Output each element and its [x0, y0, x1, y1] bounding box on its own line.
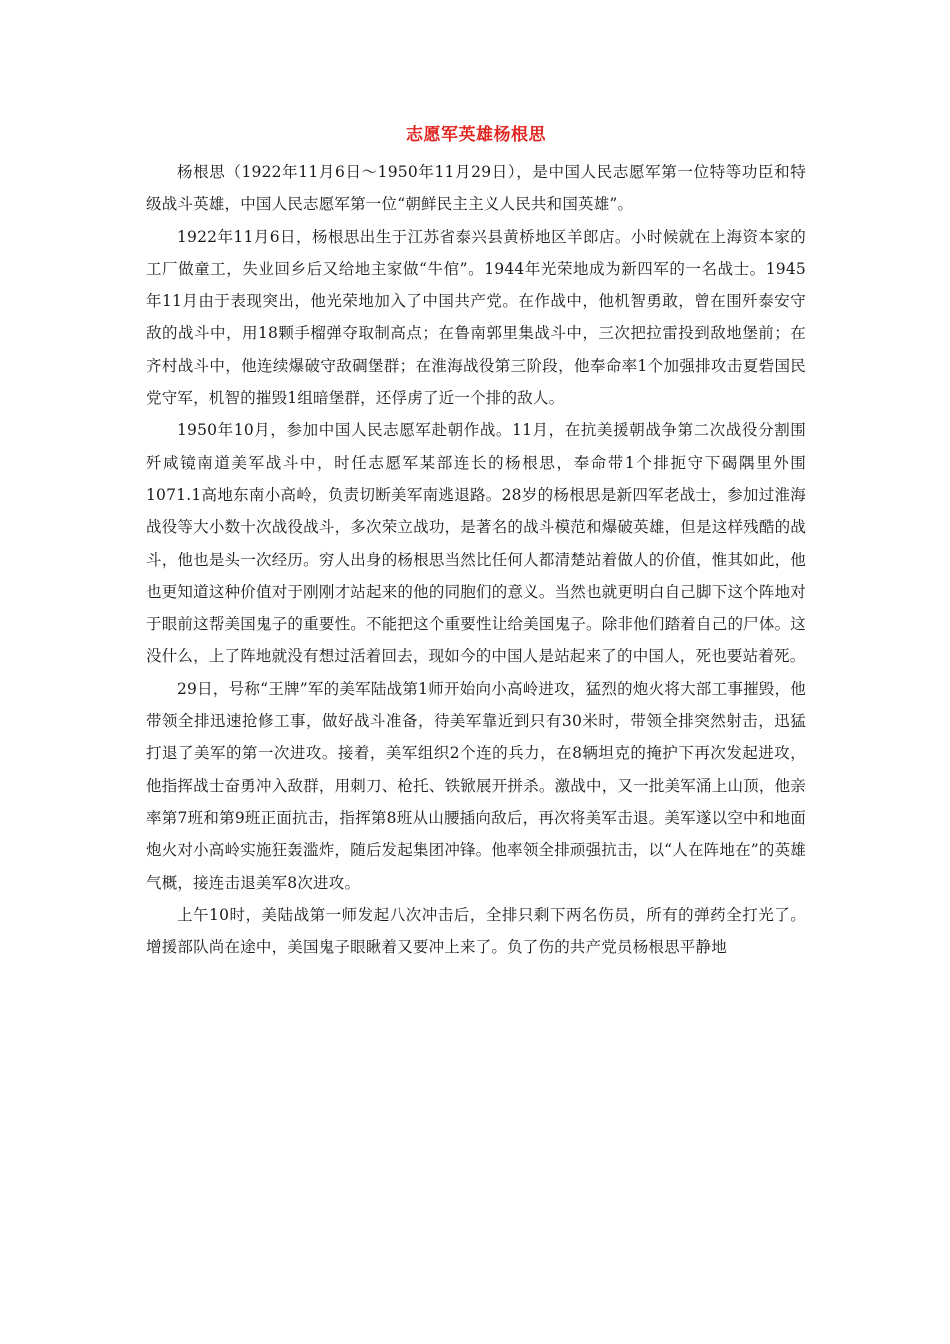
- paragraph-final-stand: 上午10时，美陆战第一师发起八次冲击后，全排只剩下两名伤员，所有的弹药全打光了。增援部队尚在途中，美国鬼子眼瞅着又要冲上来了。负了伤的共产党员杨根思平静地: [146, 905, 806, 957]
- document-title: 志愿军英雄杨根思: [406, 125, 546, 145]
- paragraph-battle-29th: 29日，号称“王牌”军的美军陆战第1师开始向小高岭进攻，猛烈的炮火将大部工事摧毁，他带领全排迅速抢修工事，做好战斗准备，待美军靠近到只有30米时，带领全排突然射击，迅猛打退了美军的第一次进攻。接着，美军组织2个连的兵力，在8辆坦克的掩护下再次发起进攻，他指挥战士奋勇冲入敌群，用刺刀、枪托、铁锨展开拼杀。激战中，又一批美军涌上山顶，他亲率第7班和第9班正面抗击，指挥第8班从山腰插向敌后，再次将美军击退。美军遂以空中和地面炮火对小高岭实施狂轰滥炸，随后发起集团冲锋。他率领全排顽强抗击，以“人在阵地在”的英雄气概，接连击退美军8次进攻。: [146, 679, 806, 892]
- paragraph-korean-war: 1950年10月，参加中国人民志愿军赴朝作战。11月，在抗美援朝战争第二次战役分割围歼咸镜南道美军战斗中，时任志愿军某部连长的杨根思，奉命带1个排扼守下碣隅里外围1071.1高地东南小高岭，负责切断美军南逃退路。28岁的杨根思是新四军老战士，参加过淮海战役等大小数十次战役战斗，多次荣立战功，是著名的战斗模范和爆破英雄，但是这样残酷的战斗，他也是头一次经历。穷人出身的杨根思当然比任何人都清楚站着做人的价值，惟其如此，他也更知道这种价值对于刚刚才站起来的他的同胞们的意义。当然也就更明白自己脚下这个阵地对于眼前这帮美国鬼子的重要性。不能把这个重要性让给美国鬼子。除非他们踏着自己的尸体。这没什么，上了阵地就没有想过活着回去，现如今的中国人是站起来了的中国人，死也要站着死。: [146, 421, 806, 666]
- paragraph-intro: 杨根思（1922年11月6日～1950年11月29日），是中国人民志愿军第一位特等功臣和特级战斗英雄，中国人民志愿军第一位“朝鲜民主主义人民共和国英雄”。: [146, 163, 806, 214]
- document-page: [146, 118, 806, 963]
- paragraph-early-life: 1922年11月6日，杨根思出生于江苏省泰兴县黄桥地区羊郎店。小时候就在上海资本家的工厂做童工，失业回乡后又给地主家做“牛倌”。1944年光荣地成为新四军的一名战士。1945年11月由于表现突出，他光荣地加入了中国共产党。在作战中，他机智勇敢，曾在围歼泰安守敌的战斗中，用18颗手榴弹夺取制高点；在鲁南郭里集战斗中，三次把拉雷投到敌地堡前；在齐村战斗中，他连续爆破守敌碉堡群；在淮海战役第三阶段，他奉命率1个加强排攻击夏砦国民党守军，机智的摧毁1组暗堡群，还俘虏了近一个排的敌人。: [146, 227, 806, 408]
